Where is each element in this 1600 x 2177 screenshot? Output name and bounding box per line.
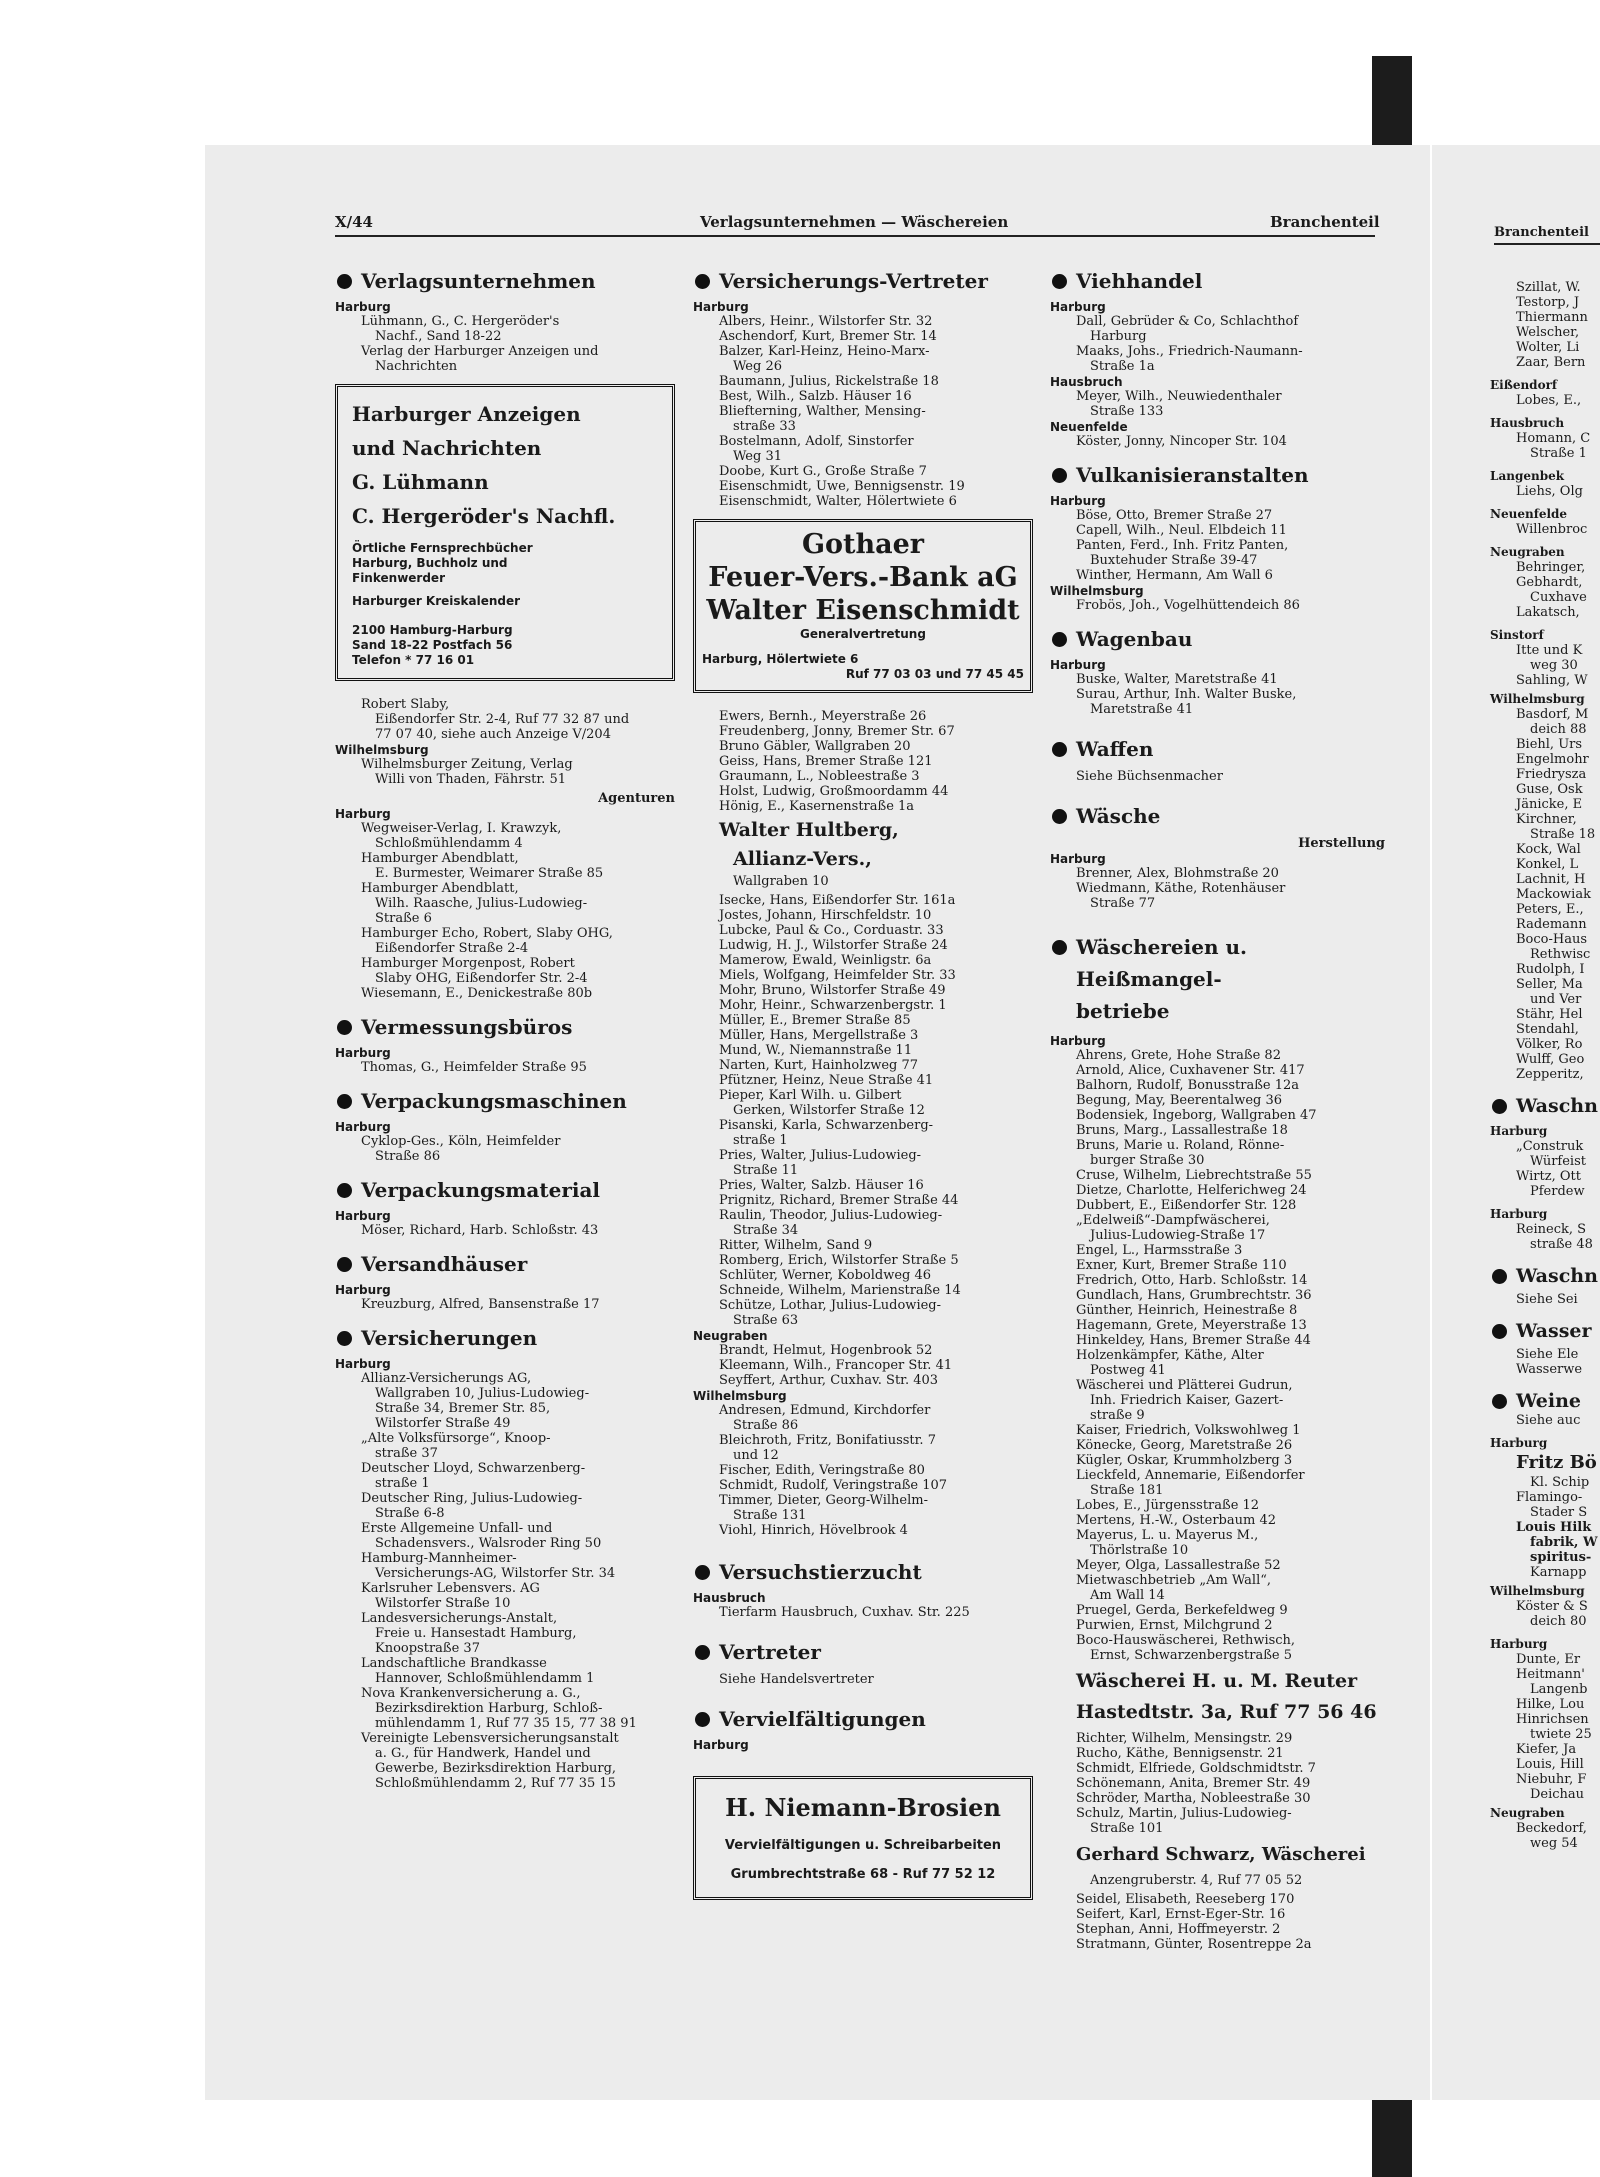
entry: Dietze, Charlotte, Helferichweg 24 bbox=[1076, 1183, 1307, 1198]
entry: Thomas, G., Heimfelder Straße 95 bbox=[361, 1060, 587, 1075]
entry: Baumann, Julius, Rickelstraße 18 bbox=[719, 374, 939, 389]
entry: Nova Krankenversicherung a. G., Bezirksdirektion Harburg, Schloß- mühlendamm 1, Ruf 77 35 15, 77 38 91 bbox=[361, 1686, 637, 1731]
entry: Albers, Heinr., Wilstorfer Str. 32 bbox=[719, 314, 933, 329]
entry: Narten, Kurt, Hainholzweg 77 bbox=[719, 1058, 919, 1073]
column-2 bbox=[693, 255, 1033, 1916]
entry: Freudenberg, Jonny, Bremer Str. 67 bbox=[719, 724, 955, 739]
entry: Köster, Jonny, Nincoper Str. 104 bbox=[1076, 434, 1287, 449]
bullet-icon bbox=[1052, 742, 1067, 757]
entry: Kleemann, Wilh., Francoper Str. 41 bbox=[719, 1358, 953, 1373]
section-heading: Verpackungsmaschinen bbox=[335, 1089, 675, 1113]
entry: Könecke, Georg, Maretstraße 26 bbox=[1076, 1438, 1293, 1453]
entry: Tierfarm Hausbruch, Cuxhav. Str. 225 bbox=[719, 1605, 970, 1620]
ad-line: Sand 18-22 Postfach 56 bbox=[352, 638, 513, 652]
ad-address: Harburg, Hölertwiete 6 bbox=[702, 652, 859, 666]
bullet-icon bbox=[1052, 468, 1067, 483]
entry: Meyer, Wilh., Neuwiedenthaler Straße 133 bbox=[1076, 389, 1282, 419]
ad-line: 2100 Hamburg-Harburg bbox=[352, 623, 513, 637]
section-heading: Vulkanisieranstalten bbox=[1050, 463, 1385, 487]
entry: Doobe, Kurt G., Große Straße 7 bbox=[719, 464, 927, 479]
entry: Cyklop-Ges., Köln, Heimfelder Straße 86 bbox=[361, 1134, 561, 1164]
next-page-edge bbox=[1432, 145, 1600, 2100]
location: Harburg bbox=[335, 1046, 391, 1060]
entry: Vereinigte Lebensversicherungsanstalt a. G., für Handwerk, Handel und Gewerbe, Bezirksdirektion Harburg, Schloßmühlendamm 2, Ruf 77 35 15 bbox=[361, 1731, 619, 1791]
entry: Surau, Arthur, Inh. Walter Buske, Maretstraße 41 bbox=[1076, 687, 1297, 717]
entry: Lühmann, G., C. Hergeröder's Nachf., Sand 18-22 bbox=[361, 314, 560, 344]
advertisement-harburger-anzeigen bbox=[335, 384, 675, 681]
entry: Fredrich, Otto, Harb. Schloßstr. 14 bbox=[1076, 1273, 1308, 1288]
entry: Müller, E., Bremer Straße 85 bbox=[719, 1013, 911, 1028]
bullet-icon bbox=[1492, 1269, 1507, 1284]
entry: Seyffert, Arthur, Cuxhav. Str. 403 bbox=[719, 1373, 939, 1388]
ad-line: Harburg, Buchholz und bbox=[352, 556, 508, 570]
advertisement-niemann-brosien bbox=[693, 1776, 1033, 1900]
location: Wilhelmsburg bbox=[693, 1389, 787, 1403]
ad-line: Harburger Kreiskalender bbox=[352, 594, 521, 608]
bullet-icon bbox=[1052, 632, 1067, 647]
entry: Gundlach, Hans, Grumbrechtstr. 36 bbox=[1076, 1288, 1312, 1303]
entry: Lobes, E., Jürgensstraße 12 bbox=[1076, 1498, 1260, 1513]
bullet-icon bbox=[337, 1257, 352, 1272]
entry: Allianz-Versicherungs AG, Wallgraben 10, Julius-Ludowieg- Straße 34, Bremer Str. 85, Wilstorfer Straße 49 bbox=[361, 1371, 590, 1431]
section-heading: Wasser bbox=[1490, 1319, 1598, 1343]
highlighted-entry: Walter Hultberg, bbox=[719, 819, 899, 841]
entry: Best, Wilh., Salzb. Häuser 16 bbox=[719, 389, 912, 404]
entry: Seidel, Elisabeth, Reeseberg 170 bbox=[1076, 1892, 1295, 1907]
section-heading: Vertreter bbox=[693, 1640, 1033, 1664]
entry: Ludwig, H. J., Wilstorfer Straße 24 bbox=[719, 938, 948, 953]
bullet-icon bbox=[1492, 1324, 1507, 1339]
entry: Wiedmann, Käthe, Rotenhäuser Straße 77 bbox=[1076, 881, 1286, 911]
entry: Deutscher Ring, Julius-Ludowieg- Straße 6-8 bbox=[361, 1491, 583, 1521]
entry: Müller, Hans, Mergellstraße 3 bbox=[719, 1028, 919, 1043]
entry: Fischer, Edith, Veringstraße 80 bbox=[719, 1463, 925, 1478]
entry: Hamburger Abendblatt, Wilh. Raasche, Julius-Ludowieg- Straße 6 bbox=[361, 881, 588, 926]
bullet-icon bbox=[695, 1565, 710, 1580]
entry: Andresen, Edmund, Kirchdorfer Straße 86 bbox=[719, 1403, 931, 1433]
entry: Hagemann, Grete, Meyerstraße 13 bbox=[1076, 1318, 1307, 1333]
entry: Winther, Hermann, Am Wall 6 bbox=[1076, 568, 1273, 583]
entry: Mohr, Bruno, Wilstorfer Straße 49 bbox=[719, 983, 946, 998]
highlighted-entry-address: Wallgraben 10 bbox=[733, 874, 829, 889]
entry: Verlag der Harburger Anzeigen und Nachrichten bbox=[361, 344, 599, 374]
entry: Landesversicherungs-Anstalt, Freie u. Hansestadt Hamburg, Knoopstraße 37 bbox=[361, 1611, 577, 1656]
page-number: X/44 bbox=[335, 213, 373, 231]
entry: Meyer, Olga, Lassallestraße 52 bbox=[1076, 1558, 1281, 1573]
section-heading: Wäsche bbox=[1050, 804, 1385, 828]
bullet-icon bbox=[1052, 809, 1067, 824]
location: Hausbruch bbox=[1050, 375, 1123, 389]
subheading: Herstellung bbox=[1298, 836, 1385, 851]
entry: Purwien, Ernst, Milchgrund 2 bbox=[1076, 1618, 1273, 1633]
entry: Pries, Walter, Salzb. Häuser 16 bbox=[719, 1178, 924, 1193]
entry: „Alte Volksfürsorge“, Knoop- straße 37 bbox=[361, 1431, 551, 1461]
entry: Graumann, L., Nobleestraße 3 bbox=[719, 769, 920, 784]
ad-line: Örtliche Fernsprechbücher bbox=[352, 541, 533, 555]
entry: Mamerow, Ewald, Weinligstr. 6a bbox=[719, 953, 932, 968]
entry: „Edelweiß“-Dampfwäscherei, Julius-Ludowieg-Straße 17 bbox=[1076, 1213, 1270, 1243]
entry: Stratmann, Günter, Rosentreppe 2a bbox=[1076, 1937, 1312, 1952]
ad-line: Gothaer bbox=[801, 529, 925, 560]
entry: Schmidt, Rudolf, Veringstraße 107 bbox=[719, 1478, 948, 1493]
entry: Arnold, Alice, Cuxhavener Str. 417 bbox=[1076, 1063, 1305, 1078]
location: Harburg bbox=[335, 300, 391, 314]
section-heading: Vervielfältigungen bbox=[693, 1707, 1033, 1731]
ad-line: C. Hergeröder's Nachfl. bbox=[352, 504, 616, 528]
entry: Capell, Wilh., Neul. Elbdeich 11 bbox=[1076, 523, 1287, 538]
entry: Hamburger Morgenpost, Robert Slaby OHG, Eißendorfer Str. 2-4 bbox=[361, 956, 588, 986]
location: Harburg bbox=[335, 1283, 391, 1297]
location: Harburg bbox=[1050, 300, 1106, 314]
entry: Pieper, Karl Wilh. u. Gilbert Gerken, Wilstorfer Straße 12 bbox=[719, 1088, 925, 1118]
entry: Hamburg-Mannheimer- Versicherungs-AG, Wilstorfer Str. 34 bbox=[361, 1551, 616, 1581]
entry: Kügler, Oskar, Krummholzberg 3 bbox=[1076, 1453, 1293, 1468]
entry: Panten, Ferd., Inh. Fritz Panten, Buxtehuder Straße 39-47 bbox=[1076, 538, 1289, 568]
entry: Erste Allgemeine Unfall- und Schadensvers., Walsroder Ring 50 bbox=[361, 1521, 602, 1551]
entry: Balhorn, Rudolf, Bonusstraße 12a bbox=[1076, 1078, 1300, 1093]
entry: Ritter, Wilhelm, Sand 9 bbox=[719, 1238, 873, 1253]
entry: Mertens, H.-W., Osterbaum 42 bbox=[1076, 1513, 1276, 1528]
highlighted-entry: Hastedtstr. 3a, Ruf 77 56 46 bbox=[1076, 1701, 1377, 1723]
entry: Wäscherei und Plätterei Gudrun, Inh. Friedrich Kaiser, Gazert- straße 9 bbox=[1076, 1378, 1293, 1423]
entry: Holst, Ludwig, Großmoordamm 44 bbox=[719, 784, 949, 799]
bullet-icon bbox=[1492, 1394, 1507, 1409]
column-1 bbox=[335, 255, 675, 1791]
bullet-icon bbox=[1492, 1099, 1507, 1114]
entry: Böse, Otto, Bremer Straße 27 bbox=[1076, 508, 1273, 523]
entry: Dall, Gebrüder & Co, Schlachthof Harburg bbox=[1076, 314, 1299, 344]
section-heading: Wagenbau bbox=[1050, 627, 1385, 651]
location: Wilhelmsburg bbox=[335, 743, 429, 757]
location: Harburg bbox=[335, 1120, 391, 1134]
entry: Rucho, Käthe, Bennigsenstr. 21 bbox=[1076, 1746, 1284, 1761]
entry: Bruns, Marg., Lassallestraße 18 bbox=[1076, 1123, 1288, 1138]
subheading: Agenturen bbox=[598, 791, 675, 806]
bullet-icon bbox=[695, 274, 710, 289]
bullet-icon bbox=[695, 1645, 710, 1660]
entry: Möser, Richard, Harb. Schloßstr. 43 bbox=[361, 1223, 599, 1238]
entry: Hamburger Abendblatt, E. Burmester, Weimarer Straße 85 bbox=[361, 851, 604, 881]
bullet-icon bbox=[337, 1020, 352, 1035]
bullet-icon bbox=[1052, 274, 1067, 289]
ad-line: Grumbrechtstraße 68 - Ruf 77 52 12 bbox=[730, 1867, 996, 1882]
entry: Kaiser, Friedrich, Volkswohlweg 1 bbox=[1076, 1423, 1301, 1438]
entry: Brandt, Helmut, Hogenbrook 52 bbox=[719, 1343, 933, 1358]
location: Neuenfelde bbox=[1050, 420, 1128, 434]
entry: Pruegel, Gerda, Berkefeldweg 9 bbox=[1076, 1603, 1288, 1618]
location: Harburg bbox=[693, 300, 749, 314]
entry: Eisenschmidt, Uwe, Bennigsenstr. 19 bbox=[719, 479, 965, 494]
entry: Schulz, Martin, Julius-Ludowieg- Straße 101 bbox=[1076, 1806, 1292, 1836]
section-heading: Waschn bbox=[1490, 1094, 1598, 1118]
entry: Geiss, Hans, Bremer Straße 121 bbox=[719, 754, 933, 769]
column-3 bbox=[1050, 255, 1385, 1952]
entry: Wiesemann, E., Denickestraße 80b bbox=[361, 986, 593, 1001]
entry: Prignitz, Richard, Bremer Straße 44 bbox=[719, 1193, 959, 1208]
entry: Mohr, Heinr., Schwarzenbergstr. 1 bbox=[719, 998, 947, 1013]
entry: Landschaftliche Brandkasse Hannover, Schloßmühlendamm 1 bbox=[361, 1656, 595, 1686]
entry: Hinkeldey, Hans, Bremer Straße 44 bbox=[1076, 1333, 1311, 1348]
ad-line: H. Niemann-Brosien bbox=[725, 1793, 1001, 1822]
location: Harburg bbox=[1050, 494, 1106, 508]
entry: Miels, Wolfgang, Heimfelder Str. 33 bbox=[719, 968, 956, 983]
ad-line: G. Lühmann bbox=[352, 470, 489, 494]
entry: Holzenkämpfer, Käthe, Alter Postweg 41 bbox=[1076, 1348, 1264, 1378]
entry: Bodensiek, Ingeborg, Wallgraben 47 bbox=[1076, 1108, 1317, 1123]
entry: Pries, Walter, Julius-Ludowieg- Straße 11 bbox=[719, 1148, 922, 1178]
bullet-icon bbox=[337, 1094, 352, 1109]
entry: Schönemann, Anita, Bremer Str. 49 bbox=[1076, 1776, 1311, 1791]
header-rule bbox=[1494, 243, 1600, 245]
entry: Pisanski, Karla, Schwarzenberg- straße 1 bbox=[719, 1118, 934, 1148]
entry: Mayerus, L. u. Mayerus M., Thörlstraße 10 bbox=[1076, 1528, 1259, 1558]
ad-phone: Ruf 77 03 03 und 77 45 45 bbox=[845, 667, 1024, 681]
entry: Bleichroth, Fritz, Bonifatiusstr. 7 und 12 bbox=[719, 1433, 936, 1463]
entry: Schröder, Martha, Nobleestraße 30 bbox=[1076, 1791, 1311, 1806]
location: Harburg bbox=[1050, 1034, 1106, 1048]
entry: Aschendorf, Kurt, Bremer Str. 14 bbox=[719, 329, 937, 344]
ad-line: Generalvertretung bbox=[800, 627, 926, 641]
entry: Hamburger Echo, Robert, Slaby OHG, Eißendorfer Straße 2-4 bbox=[361, 926, 613, 956]
see-also-note: Siehe Büchsenmacher bbox=[1076, 769, 1223, 784]
entry: Boco-Hauswäscherei, Rethwisch, Ernst, Schwarzenbergstraße 5 bbox=[1076, 1633, 1296, 1663]
entry: Isecke, Hans, Eißendorfer Str. 161a bbox=[719, 893, 956, 908]
entry: Romberg, Erich, Wilstorfer Straße 5 bbox=[719, 1253, 959, 1268]
section-heading: Verlagsunternehmen bbox=[335, 269, 675, 293]
entry: Schütze, Lothar, Julius-Ludowieg- Straße 63 bbox=[719, 1298, 942, 1328]
entry: Bruno Gäbler, Wallgraben 20 bbox=[719, 739, 911, 754]
section-heading: Waschn bbox=[1490, 1264, 1598, 1288]
entry: Viohl, Hinrich, Hövelbrook 4 bbox=[719, 1523, 908, 1538]
entry: Bruns, Marie u. Roland, Rönne- burger Straße 30 bbox=[1076, 1138, 1285, 1168]
entry: Seifert, Karl, Ernst-Eger-Str. 16 bbox=[1076, 1907, 1286, 1922]
location: Wilhelmsburg bbox=[1050, 584, 1144, 598]
entry: Begung, May, Beerentalweg 36 bbox=[1076, 1093, 1283, 1108]
location: Harburg bbox=[335, 807, 391, 821]
entry: Karlsruher Lebensvers. AG Wilstorfer Straße 10 bbox=[361, 1581, 540, 1611]
entry: Mund, W., Niemannstraße 11 bbox=[719, 1043, 913, 1058]
advertisement-gothaer bbox=[693, 519, 1033, 693]
location: Neugraben bbox=[693, 1329, 768, 1343]
highlighted-entry: Allianz-Vers., bbox=[733, 848, 872, 870]
section-heading: Verpackungsmaterial bbox=[335, 1178, 675, 1202]
entry: Wilhelmsburger Zeitung, Verlag Willi von Thaden, Fährstr. 51 bbox=[361, 757, 573, 787]
entry: Lieckfeld, Annemarie, Eißendorfer Straße 181 bbox=[1076, 1468, 1305, 1498]
entry: Wegweiser-Verlag, I. Krawzyk, Schloßmühlendamm 4 bbox=[361, 821, 562, 851]
running-title: Verlagsunternehmen — Wäschereien bbox=[700, 213, 1009, 231]
entry: Brenner, Alex, Blohmstraße 20 bbox=[1076, 866, 1279, 881]
entry: Kreuzburg, Alfred, Bansenstraße 17 bbox=[361, 1297, 600, 1312]
entry: Timmer, Dieter, Georg-Wilhelm- Straße 131 bbox=[719, 1493, 928, 1523]
entry: Balzer, Karl-Heinz, Heino-Marx- Weg 26 bbox=[719, 344, 930, 374]
section-heading: Versandhäuser bbox=[335, 1252, 675, 1276]
see-also-note: Siehe Handelsvertreter bbox=[719, 1672, 874, 1687]
entry: Ewers, Bernh., Meyerstraße 26 bbox=[719, 709, 927, 724]
entry: Dubbert, E., Eißendorfer Str. 128 bbox=[1076, 1198, 1297, 1213]
bullet-icon bbox=[337, 1331, 352, 1346]
entry: Hönig, E., Kasernenstraße 1a bbox=[719, 799, 915, 814]
ad-line: Vervielfältigungen u. Schreibarbeiten bbox=[724, 1838, 1002, 1853]
ad-line: Walter Eisenschmidt bbox=[706, 595, 1020, 626]
entry: Buske, Walter, Maretstraße 41 bbox=[1076, 672, 1278, 687]
entry: Richter, Wilhelm, Mensingstr. 29 bbox=[1076, 1731, 1293, 1746]
entry: Szillat, W. Testorp, J Thiermann Welscher, Wolter, Li Zaar, Bern Eißendorf Lobes, E., Hausbruch Homann, C Straße 1 Langenbek Liehs, Olg Neuenfelde Willenbroc Neugraben Behringer, Gebhardt, Cuxhave Lakatsch, Sinstorf Itte und K weg 30 Sahling, W Wilhelmsburg Basdorf, M deich 88 Biehl, Urs Engelmohr Friedrysza Guse, Osk Jänicke, E Kirchner, Straße 18 Kock, Wal Konkel, L Lachnit, H Mackowiak Peters, E., Rademann Boco-Haus Rethwisc Rudolph, I Seller, Ma und Ver Stähr, Hel Stendahl, Völker, Ro Wulff, Geo Zepperitz, Waschn Harburg „Construk Würfeist Wirtz, Ott Pferdew Harburg Reineck, S straße 48 Waschn Siehe Sei Wasser Siehe Ele Wasserwe Weine Siehe auc Harburg Fritz Bö Kl. Schip Flamingo- Stader S Louis Hilk fabrik, W spiritus- Karnapp Wilhelmsburg Köster & S deich 80 Harburg Dunte, Er Heitmann' Langenb Hilke, Lou Hinrichsen twiete 25 Kiefer, Ja Louis, Hill Niebuhr, F Deichau Neugraben Beckedorf, weg 54 bbox=[1490, 280, 1598, 1851]
entry: Schneide, Wilhelm, Marienstraße 14 bbox=[719, 1283, 961, 1298]
ad-line: Finkenwerder bbox=[352, 571, 445, 585]
entry: Bliefterning, Walther, Mensing- straße 33 bbox=[719, 404, 926, 434]
header-rule bbox=[335, 235, 1375, 237]
location: Harburg bbox=[693, 1738, 749, 1752]
entry: Mietwaschbetrieb „Am Wall“, Am Wall 14 bbox=[1076, 1573, 1272, 1603]
highlighted-entry: Wäscherei H. u. M. Reuter bbox=[1076, 1670, 1358, 1692]
section-heading: Viehhandel bbox=[1050, 269, 1385, 293]
entry: Engel, L., Harmsstraße 3 bbox=[1076, 1243, 1243, 1258]
section-heading: Versicherungs-Vertreter bbox=[693, 269, 1033, 293]
bullet-icon bbox=[337, 1183, 352, 1198]
entry: Cruse, Wilhelm, Liebrechtstraße 55 bbox=[1076, 1168, 1312, 1183]
section-heading: Waffen bbox=[1050, 737, 1385, 761]
entry: Ahrens, Grete, Hohe Straße 82 bbox=[1076, 1048, 1281, 1063]
entry: Lubcke, Paul & Co., Corduastr. 33 bbox=[719, 923, 944, 938]
entry: Exner, Kurt, Bremer Straße 110 bbox=[1076, 1258, 1287, 1273]
next-page-title: Branchenteil bbox=[1494, 225, 1589, 240]
entry: Deutscher Lloyd, Schwarzenberg- straße 1 bbox=[361, 1461, 586, 1491]
ad-line: und Nachrichten bbox=[352, 436, 542, 460]
location: Harburg bbox=[335, 1209, 391, 1223]
entry: Günther, Heinrich, Heinestraße 8 bbox=[1076, 1303, 1298, 1318]
entry: Frobös, Joh., Vogelhüttendeich 86 bbox=[1076, 598, 1300, 613]
ad-line: Telefon * 77 16 01 bbox=[352, 653, 475, 667]
entry: Pfützner, Heinz, Neue Straße 41 bbox=[719, 1073, 934, 1088]
entry: Robert Slaby, Eißendorfer Str. 2-4, Ruf 77 32 87 und 77 07 40, siehe auch Anzeige V/204 bbox=[361, 697, 630, 742]
location: Harburg bbox=[335, 1357, 391, 1371]
ad-line: Feuer-Vers.-Bank aG bbox=[708, 562, 1018, 593]
entry: Raulin, Theodor, Julius-Ludowieg- Straße 34 bbox=[719, 1208, 943, 1238]
entry: Stephan, Anni, Hoffmeyerstr. 2 bbox=[1076, 1922, 1281, 1937]
entry: Schlüter, Werner, Koboldweg 46 bbox=[719, 1268, 932, 1283]
entry: Maaks, Johs., Friedrich-Naumann- Straße 1a bbox=[1076, 344, 1303, 374]
section-heading: Vermessungsbüros bbox=[335, 1015, 675, 1039]
section-heading: Wäschereien u. Heißmangel- betriebe bbox=[1050, 931, 1385, 1027]
highlighted-entry: Gerhard Schwarz, Wäscherei bbox=[1076, 1844, 1366, 1865]
section-heading: Weine bbox=[1490, 1389, 1598, 1413]
highlighted-entry-address: Anzengruberstr. 4, Ruf 77 05 52 bbox=[1090, 1873, 1303, 1888]
bullet-icon bbox=[337, 274, 352, 289]
section-label: Branchenteil bbox=[1270, 213, 1380, 231]
entry: Schmidt, Elfriede, Goldschmidtstr. 7 bbox=[1076, 1761, 1316, 1776]
entry: Jostes, Johann, Hirschfeldstr. 10 bbox=[719, 908, 932, 923]
directory-page bbox=[205, 145, 1430, 2100]
location: Harburg bbox=[1050, 658, 1106, 672]
location: Hausbruch bbox=[693, 1591, 766, 1605]
ad-line: Harburger Anzeigen bbox=[352, 402, 581, 426]
entry: Eisenschmidt, Walter, Hölertwiete 6 bbox=[719, 494, 957, 509]
bullet-icon bbox=[1052, 940, 1067, 955]
bullet-icon bbox=[695, 1712, 710, 1727]
section-heading: Versicherungen bbox=[335, 1326, 675, 1350]
entry: Bostelmann, Adolf, Sinstorfer Weg 31 bbox=[719, 434, 914, 464]
location: Harburg bbox=[1050, 852, 1106, 866]
section-heading: Versuchstierzucht bbox=[693, 1560, 1033, 1584]
